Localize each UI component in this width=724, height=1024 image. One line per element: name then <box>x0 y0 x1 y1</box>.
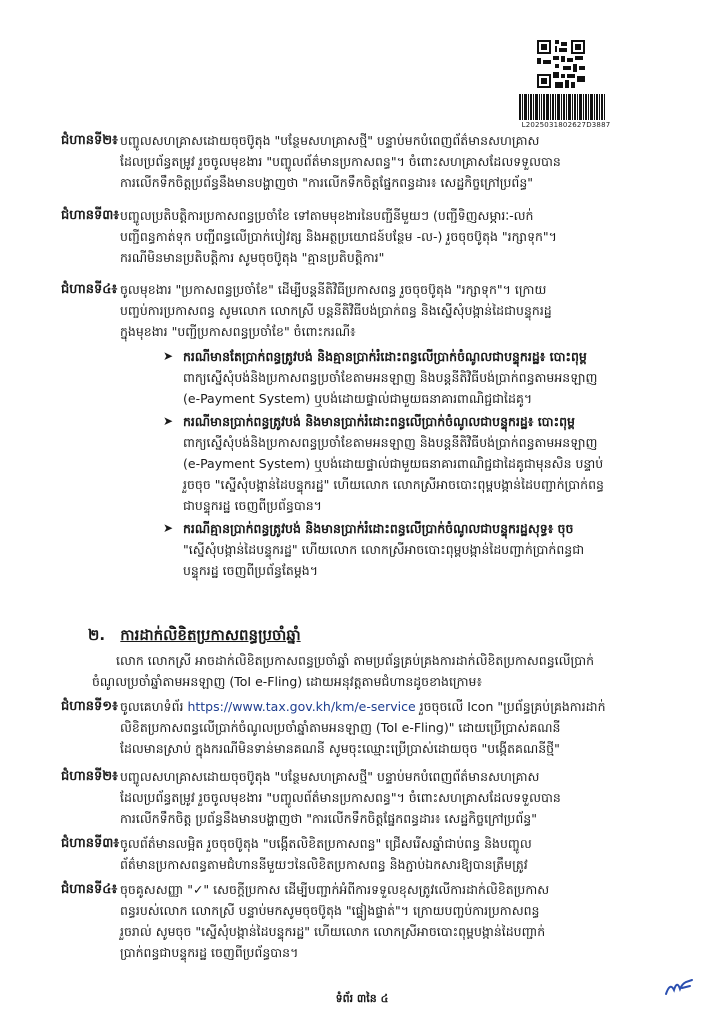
text-line: ដែលមានស្រាប់ ក្នុងករណីមិនទាន់មានគណនី សូមចុះឈ្មោះប្រើប្រាស់ដោយចុច "បង្កើតគណនីថ្មី" <box>120 741 560 756</box>
text-line: ចូលមុខងារ "ប្រកាសពន្ធប្រចាំខែ" ដើម្បីបន្តនីតិវិធីប្រកាសពន្ធ រួចចុចប៊ូតុង "រក្សាទុក"។ ក្រោយ <box>120 282 547 297</box>
text-line: ការលើកទឹកចិត្ត ប្រព័ន្ធនឹងមានបង្ហាញថា "ការលើកទឹកចិត្តផ្នែកពន្ធដារ៖ សេដ្ឋកិច្ចក្រៅប្រព័ន្ធ" <box>120 811 537 826</box>
step-label: ជំហានទី១៖ <box>61 699 118 714</box>
text-line: ពាក្យស្នើសុំបង់និងប្រកាសពន្ធប្រចាំខែតាមអនឡាញ និងបន្តនីតិវិធីបង់ប្រាក់ពន្ធតាមអនឡាញ <box>183 370 598 385</box>
arrow-bullet-icon: ➤ <box>163 521 174 535</box>
text-line: ដែលប្រព័ន្ធតម្រូវ រួចចូលមុខងារ "បញ្ចូលព័ត៌មានប្រកាសពន្ធ"។ ចំពោះសហគ្រាសដែលទទួលបាន <box>120 154 561 169</box>
text-line: ព័ត៌មានប្រកាសពន្ធតាមជំហាននីមួយៗនៃលិខិតប្រកាសពន្ធ និងភ្ជាប់ឯកសារឱ្យបានត្រឹមត្រូវ <box>120 857 528 872</box>
e-service-link[interactable]: https://www.tax.gov.kh/km/e-service <box>187 699 416 714</box>
text-line: ចូលព័ត៌មានលម្អិត រួចចុចប៊ូតុង "បង្កើតលិខិតប្រកាសពន្ធ" ជ្រើសរើសឆ្នាំជាប់ពន្ធ និងបញ្ចូល <box>120 836 532 851</box>
step-label: ជំហានទី៤៖ <box>61 282 118 297</box>
step-2-block <box>61 130 650 193</box>
qr-code-icon <box>537 40 585 88</box>
list-item <box>163 518 653 581</box>
text-line: (e-Payment System) ឬបង់ដោយផ្ទាល់ជាមួយធនាគារពាណិជ្ជជាដៃគូ។ <box>183 391 533 406</box>
text-line: ដែលប្រព័ន្ធតម្រូវ រួចចូលមុខងារ "បញ្ចូលព័ត៌មានប្រកាសពន្ធ"។ ចំពោះសហគ្រាសដែលទទួលបាន <box>120 790 561 805</box>
text-line: បញ្ចូលសហគ្រាសដោយចុចប៊ូតុង "បន្ថែមសហគ្រាសថ្មី" បន្ទាប់មកបំពេញព័ត៌មានសហគ្រាស <box>120 133 540 148</box>
text-line: បញ្ចូលប្រតិបត្តិការប្រកាសពន្ធប្រចាំខែ ទៅតាមមុខងារនៃបញ្ជីនីមួយៗ (បញ្ជីទិញសម្ភារៈ-លក់ <box>120 208 534 223</box>
section-number: ២. <box>88 626 106 644</box>
text-line: ជាបន្ទុករដ្ឋ ចេញពីប្រព័ន្ធបាន។ <box>183 498 322 513</box>
text-line: ករណីគ្មានប្រាក់ពន្ធត្រូវបង់ និងមានប្រាក់រំដោះពន្ធលើប្រាក់ចំណូលជាបន្ទុករដ្ឋសុទ្ធ៖ ចុច <box>183 521 574 536</box>
annual-step-2-block <box>61 766 650 829</box>
text-line <box>120 696 650 717</box>
text-line: ករណីមិនមានប្រតិបត្តិការ សូមចុចប៊ូតុង "គ្មានប្រតិបត្តិការ" <box>120 250 385 265</box>
text-line: បញ្ជីពន្ធកាត់ទុក បញ្ជីពន្ធលើប្រាក់បៀវត្ស និងអត្ថប្រយោជន៍បន្ថែម -ល-) រួចចុចប៊ូតុង "រក្សាទុក"។ <box>120 229 557 244</box>
annual-step-3-block <box>61 833 650 875</box>
text-line: ចំណូលប្រចាំឆ្នាំតាមអនឡាញ (ToI e-Fling) ដោយអនុវត្តតាមជំហានដូចខាងក្រោម៖ <box>92 674 482 689</box>
text-line: ករណីមានប្រាក់ពន្ធត្រូវបង់ និងមានប្រាក់រំដោះពន្ធលើប្រាក់ចំណូលជាបន្ទុករដ្ឋ៖ បោះពុម្ព <box>183 414 575 429</box>
text-line: រួចរាល់ សូមចុច "ស្នើសុំបង្កាន់ដៃបន្ទុករដ្ឋ" ហើយលោក លោកស្រីអាចបោះពុម្ពបង្កាន់ដៃបញ្ជាក់ <box>120 924 546 939</box>
section-title: ការដាក់លិខិតប្រកាសពន្ធប្រចាំឆ្នាំ <box>120 626 301 644</box>
barcode-icon <box>519 94 605 120</box>
text-line: ក្នុងមុខងារ "បញ្ជីប្រកាសពន្ធប្រចាំខែ" ចំពោះករណី៖ <box>120 324 356 339</box>
text-line: ប្រាក់ពន្ធជាបន្ទុករដ្ឋ ចេញពីប្រព័ន្ធបាន។ <box>120 945 299 960</box>
list-item <box>163 411 653 516</box>
text-line: បញ្ចូលសហគ្រាសដោយចុចប៊ូតុង "បន្ថែមសហគ្រាសថ្មី" បន្ទាប់មកបំពេញព័ត៌មានសហគ្រាស <box>120 769 540 784</box>
text-line: ពាក្យស្នើសុំបង់និងប្រកាសពន្ធប្រចាំខែតាមអនឡាញ និងបន្តនីតិវិធីបង់ប្រាក់ពន្ធតាមអនឡាញ <box>183 435 598 450</box>
text-line: ចុចគូសសញ្ញា "✓" សេចក្ដីប្រកាស ដើម្បីបញ្ជាក់អំពីការទទួលខុសត្រូវលើការដាក់លិខិតប្រកាស <box>120 882 550 897</box>
page-number: ទំព័រ ៣នៃ ៤ <box>335 992 389 1005</box>
text-line: បន្ទុករដ្ឋ ចេញពីប្រព័ន្ធតែម្ដង។ <box>183 563 318 578</box>
text-line: រួចចុច "ស្នើសុំបង្កាន់ដៃបន្ទុករដ្ឋ" ហើយលោក លោកស្រីអាចបោះពុម្ពបង្កាន់ដៃបញ្ជាក់ប្រាក់ពន្ធ <box>183 477 604 492</box>
annual-step-1-block <box>61 696 650 759</box>
step-4-block <box>61 279 650 342</box>
case-list <box>163 346 653 583</box>
text-line: ការលើកទឹកចិត្តប្រព័ន្ធនឹងមានបង្ហាញថា "ការលើកទឹកចិត្តផ្នែកពន្ធដារ៖ សេដ្ឋកិច្ចក្រៅប្រព័ន្ធ" <box>120 175 534 190</box>
step-label: ជំហានទី២៖ <box>61 769 118 784</box>
text-line: ករណីមានតែប្រាក់ពន្ធត្រូវបង់ និងគ្មានប្រាក់រំដោះពន្ធលើប្រាក់ចំណូលជាបន្ទុករដ្ឋ៖ បោះពុម្ព <box>183 349 587 364</box>
annual-step-4-block <box>61 879 650 963</box>
arrow-bullet-icon: ➤ <box>163 349 174 363</box>
text-line: (e-Payment System) ឬបង់ដោយផ្ទាល់ជាមួយធនាគារពាណិជ្ជជាដៃគូជាមុនសិន បន្ទាប់ <box>183 456 604 471</box>
text-line: លោក លោកស្រី អាចដាក់លិខិតប្រកាសពន្ធប្រចាំឆ្នាំ តាមប្រព័ន្ធគ្រប់គ្រងការដាក់លិខិតប្រកាសពន្ធលើប្រាក់ <box>116 653 595 668</box>
list-item <box>163 346 653 409</box>
text-line: បញ្ចប់ការប្រកាសពន្ធ សូមលោក លោកស្រី បន្តនីតិវិធីបង់ប្រាក់ពន្ធ និងស្នើសុំបង្កាន់ដៃជាបន្ទុករដ្ឋ <box>120 303 552 318</box>
text-line: "ស្នើសុំបង្កាន់ដៃបន្ទុករដ្ឋ" ហើយលោក លោកស្រីអាចបោះពុម្ពបង្កាន់ដៃបញ្ជាក់ប្រាក់ពន្ធជា <box>183 542 585 557</box>
section-intro <box>92 650 652 692</box>
section-heading <box>88 626 301 648</box>
text-fragment: ចូលគេហទំព័រ <box>120 699 188 714</box>
arrow-bullet-icon: ➤ <box>163 414 174 428</box>
step-3-block <box>61 205 650 268</box>
step-label: ជំហានទី៤៖ <box>61 882 118 897</box>
document-code: L2025031802627D3887 <box>521 121 611 129</box>
text-line: ពន្ធរបស់លោក លោកស្រី បន្ទាប់មកសូមចុចប៊ូតុង "ផ្ទៀងផ្ទាត់"។ ក្រោយបញ្ចប់ការប្រកាសពន្ធ <box>120 903 540 918</box>
step-label: ជំហានទី២៖ <box>61 133 118 148</box>
step-label: ជំហានទី៣៖ <box>61 836 120 851</box>
text-fragment: រួចចុចលើ Icon "ប្រព័ន្ធគ្រប់គ្រងការដាក់ <box>415 699 606 714</box>
text-line: លិខិតប្រកាសពន្ធលើប្រាក់ចំណូលប្រចាំឆ្នាំតាមអនឡាញ (ToI e-Fling)" ដោយប្រើប្រាស់គណនី <box>120 720 561 735</box>
step-label: ជំហានទី៣៖ <box>61 208 120 223</box>
